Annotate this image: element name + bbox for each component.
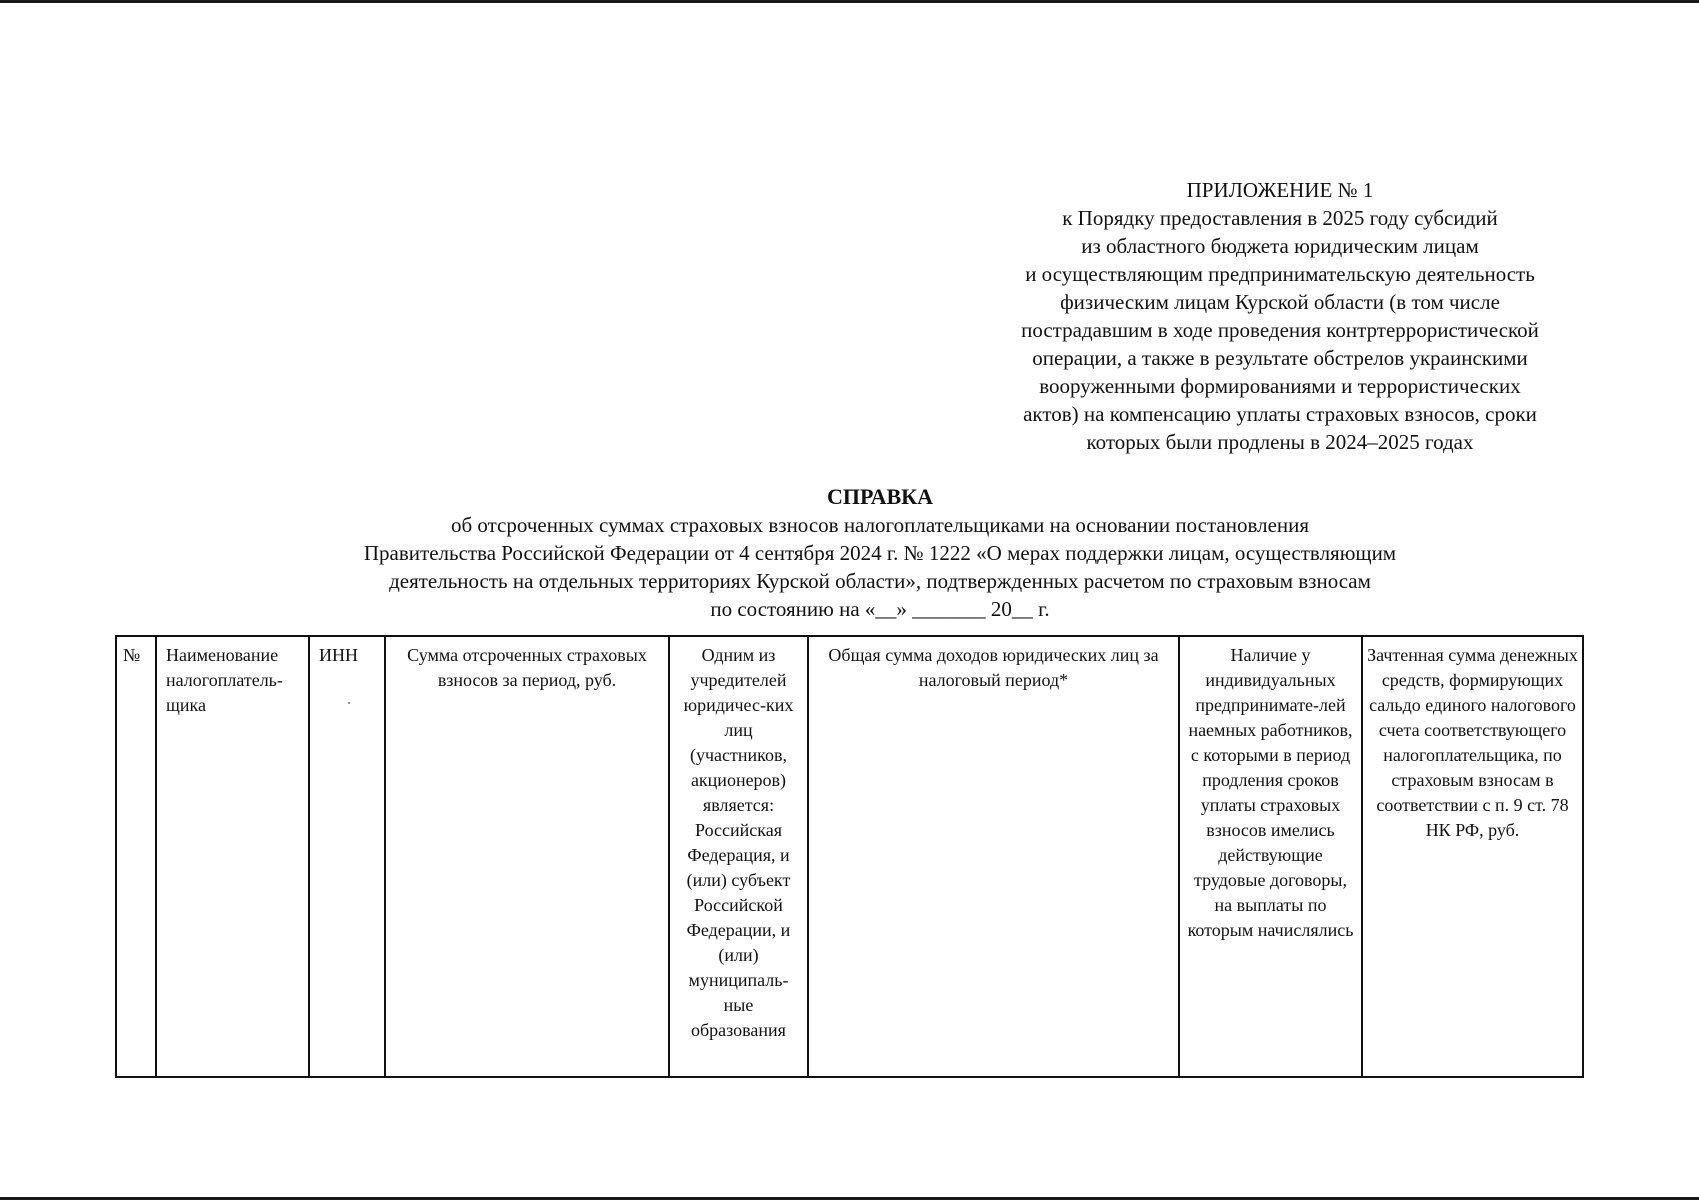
appendix-line: к Порядку предоставления в 2025 году субсидий bbox=[1062, 206, 1498, 230]
subtitle-line: Правительства Российской Федерации от 4 сентября 2024 г. № 1222 «О мерах поддержки лицам, осуществляющим bbox=[363, 541, 1397, 565]
header-cell-number: № bbox=[116, 636, 156, 1077]
appendix-line: физическим лицам Курской области (в том числе bbox=[1060, 290, 1500, 314]
scan-dot bbox=[348, 702, 350, 704]
table-header-row bbox=[116, 636, 1583, 1077]
subtitle-line: об отсроченных суммах страховых взносов налогоплательщиками на основании постановления bbox=[450, 513, 1310, 537]
appendix-block bbox=[960, 176, 1600, 456]
appendix-line: пострадавшим в ходе проведения контртеррористической bbox=[1021, 318, 1539, 342]
header-cell-offset-sum: Зачтенная сумма денежных средств, формирующих сальдо единого налогового счета соответствующего налогоплательщика, по страховым взносам в соответствии с п. 9 ст. 78 НК РФ, руб. bbox=[1362, 636, 1583, 1077]
appendix-line: и осуществляющим предпринимательскую деятельность bbox=[1025, 262, 1535, 286]
appendix-line: вооруженными формированиями и террористических bbox=[1039, 374, 1521, 398]
subtitle-line: деятельность на отдельных территориях Курской области», подтвержденных расчетом по страховым взносам bbox=[389, 569, 1371, 593]
appendix-line: из областного бюджета юридическим лицам bbox=[1081, 234, 1479, 258]
header-cell-inn: ИНН bbox=[309, 636, 385, 1077]
document-subtitle bbox=[0, 511, 1699, 623]
report-table bbox=[115, 635, 1584, 1078]
header-cell-deferred-sum: Сумма отсроченных страховых взносов за период, руб. bbox=[385, 636, 669, 1077]
header-cell-total-income: Общая сумма доходов юридических лиц за налоговый период* bbox=[808, 636, 1179, 1077]
appendix-line: операции, а также в результате обстрелов украинскими bbox=[1032, 346, 1528, 370]
appendix-line: актов) на компенсацию уплаты страховых взносов, сроки bbox=[1023, 402, 1537, 426]
subtitle-line: по состоянию на «__» _______ 20__ г. bbox=[710, 597, 1050, 621]
document-title: СПРАВКА bbox=[826, 484, 934, 509]
scan-edge-top bbox=[0, 0, 1699, 3]
header-cell-taxpayer-name: Наименование налогоплатель-щика bbox=[156, 636, 309, 1077]
appendix-line: ПРИЛОЖЕНИЕ № 1 bbox=[1186, 178, 1374, 202]
appendix-line: которых были продлены в 2024–2025 годах bbox=[1086, 430, 1474, 454]
header-cell-founders: Одним из учредителей юридичес-ких лиц (участников, акционеров) является: Российская Федерация, и (или) субъект Российской Федерации, и (или) муниципаль-ные образования bbox=[669, 636, 808, 1077]
header-cell-employees: Наличие у индивидуальных предпринимате-лей наемных работников, с которыми в период продления сроков уплаты страховых взносов имелись действующие трудовые договоры, на выплаты по которым начислялись bbox=[1179, 636, 1362, 1077]
